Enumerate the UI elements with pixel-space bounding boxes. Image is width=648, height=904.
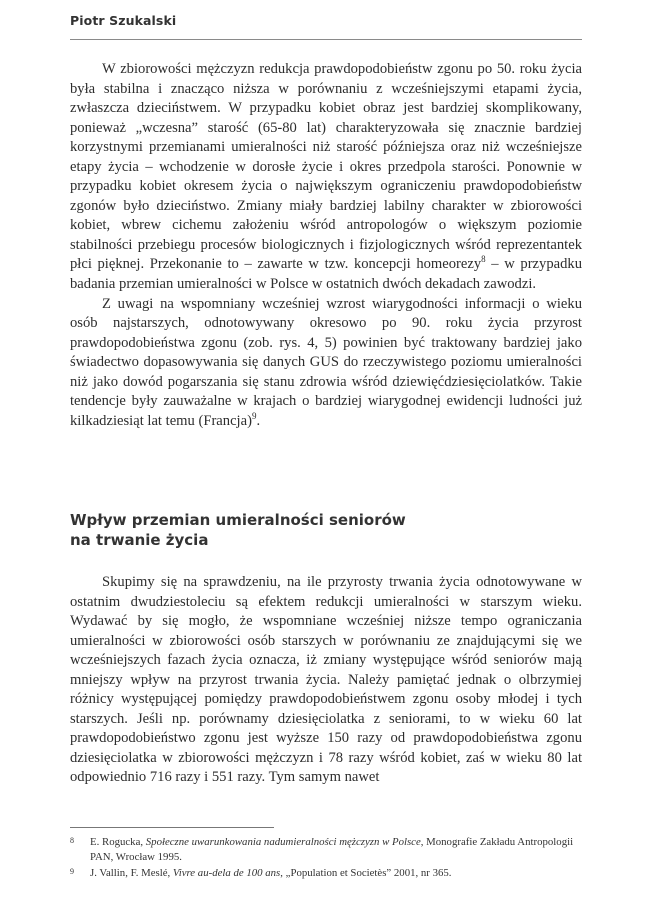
footnote-ref-9[interactable]: 9 xyxy=(251,410,257,421)
footnote-author: E. Rogucka, xyxy=(90,836,146,848)
footnote-title: Społeczne uwarunkowania nadumieralności mężczyzn w Polsce xyxy=(145,836,421,848)
footnote-ref-8[interactable]: 8 xyxy=(481,254,486,265)
footnote-number: 9 xyxy=(70,867,74,876)
footnote-title: Vivre au-dela de 100 ans xyxy=(172,867,281,879)
footnote-number: 8 xyxy=(70,836,74,845)
paragraph-1-text-b: – w przypadku badania przemian umieralności w Polsce w ostatnich dwóch dekadach zawodzi. xyxy=(70,256,582,293)
paragraph-2 xyxy=(70,295,582,432)
section-heading-line-2: na trwanie życia xyxy=(70,531,209,549)
footnote-details: , „Population et Societès” 2001, nr 365. xyxy=(280,867,452,879)
footnote-author: J. Vallin, F. Meslé, xyxy=(90,867,173,879)
footnote-details: , Monografie Zakładu Antropologii PAN, Wrocław 1995. xyxy=(90,836,574,863)
header-divider xyxy=(70,39,582,40)
paragraph-3: Skupimy się na sprawdzeniu, na ile przyrosty trwania życia odnotowywane w ostatnim dwudziestoleciu są efektem redukcji umieralności w starszym wieku. Wydawać by się mogło, że wspomniane wcześniej niższe tempo ograniczania umieralności w zbiorowości osób starszych w porównaniu ze znajdującymi się we wcześniejszych fazach życia oznacza, iż zmiany występujące wśród seniorów mają mniejszy wpływ na przyrost trwania życia. Należy pamiętać jednak o olbrzymiej różnicy występującej pomiędzy prawdopodobieństwem zgonu osoby młodej i tych starszych. Jeśli np. porównamy dziesięciolatka z seniorami, to w wieku 60 lat prawdopodobieństwo zgonu jest wyższe 150 razy od prawdopodobieństwa zgonu dziesięciolatka w zbiorowości mężczyzn i 78 razy wśród kobiet, zaś w wieku 80 lat odpowiednio 716 razy i 551 razy. Tym samym nawet xyxy=(70,574,582,786)
footnotes xyxy=(70,835,582,883)
footnote-divider xyxy=(70,827,274,828)
paragraph-2-text-b: . xyxy=(256,412,261,429)
running-head: Piotr Szukalski xyxy=(70,13,177,28)
paragraph-2-text-a: Z uwagi na wspomniany wcześniej wzrost wiarygodności informacji o wieku osób najstarszych, odnotowywany okresowo po 90. roku życia przyrost prawdopodobieństwa zgonu (zob. rys. 4, 5) powinien być traktowany bardziej jako świadectwo dopasowywania się danych GUS do rzeczywistego poziomu umieralności niż jako dowód pogarszania się stanu zdrowia wśród dziewięćdziesięciolatków. Takie tendencje były zauważalne w krajach o bardziej wiarygodnej ewidencji ludności już kilkadziesiąt lat temu (Francja) xyxy=(70,295,582,429)
footnote-8 xyxy=(70,835,582,864)
section-heading-line-1: Wpływ przemian umieralności seniorów xyxy=(70,511,406,529)
body-section-1 xyxy=(70,60,582,431)
paragraph-1-text-a: W zbiorowości mężczyzn redukcja prawdopodobieństw zgonu po 50. roku życia była stabilna i znacząco niższa w porównaniu z wcześniejszymi etapami życia, zwłaszcza dzieciństwem. W przypadku kobiet obraz jest bardziej skomplikowany, ponieważ „wczesna” starość (65-80 lat) charakteryzowała się znacznie bardziej korzystnymi przemianami umieralności niż starość późniejsza oraz niż wcześniejsze etapy życia – wchodzenie w dorosłe życie i okres przedpola starości. Ponownie w przypadku kobiet okresem życia o największym ograniczeniu prawdopodobieństw zgonów było dzieciństwo. Zmiany miały bardziej labilny charakter w zbiorowości kobiet, wbrew cichemu założeniu wśród antropologów o większym poziomie stabilności przebiegu procesów biologicznych i fizjologicznych wśród reprezentantek płci pięknej. Przekonanie to – zawarte w tzw. koncepcji homeorezy xyxy=(70,61,582,273)
body-section-2 xyxy=(70,573,582,788)
paragraph-1 xyxy=(70,60,582,295)
footnote-9 xyxy=(70,866,582,881)
section-heading xyxy=(70,510,582,550)
